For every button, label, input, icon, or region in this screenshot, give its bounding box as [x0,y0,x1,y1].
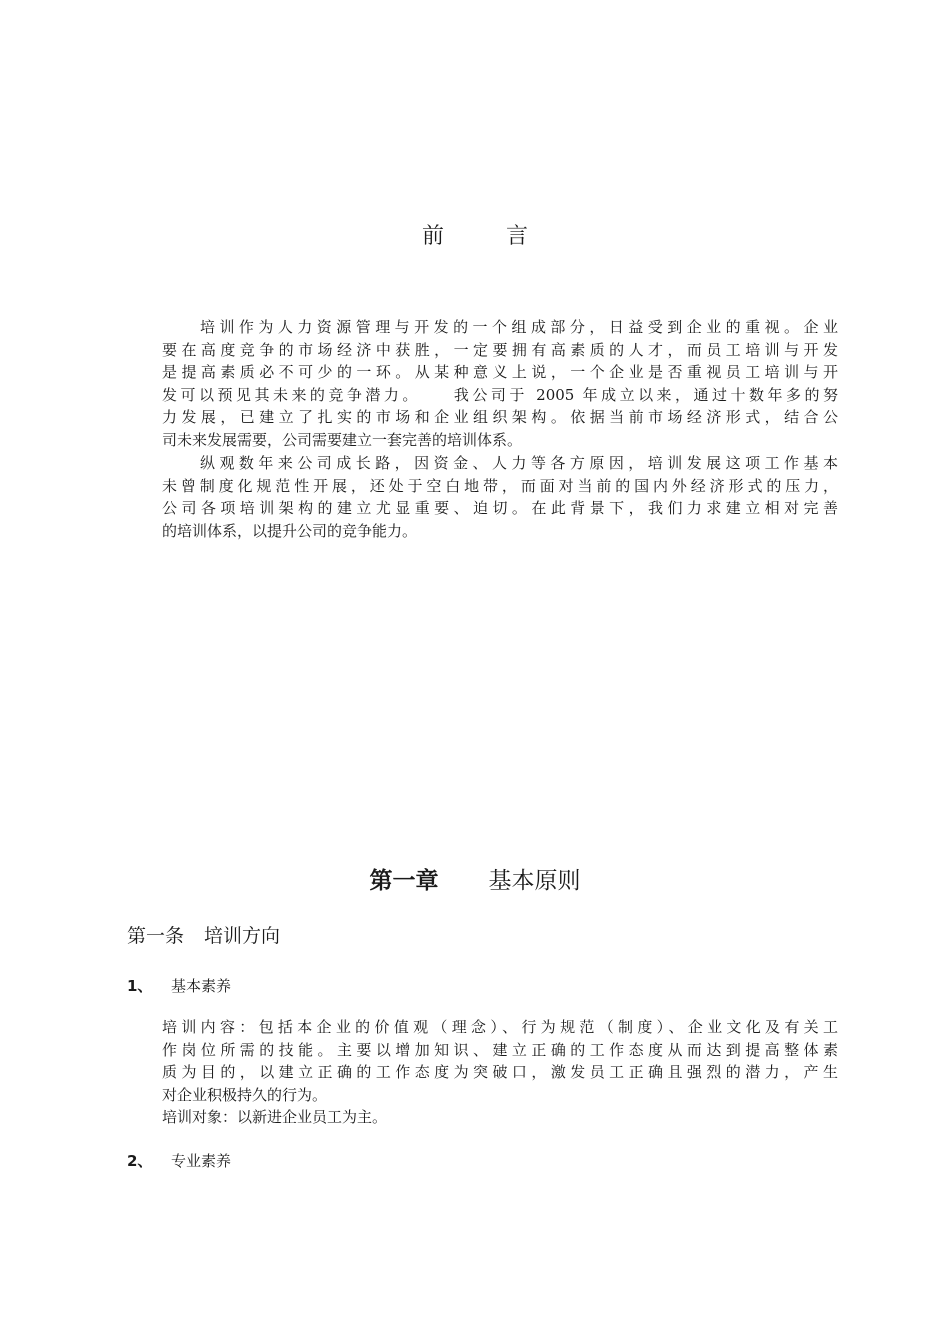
article-heading [127,922,280,950]
paragraph-line: 纵观数年来公司成长路，因资金、人力等各方原因，培训发展这项工作基本 [200,454,838,472]
item-title: 基本素养 [171,977,232,995]
paragraph-line: 发可以预见其未来的竞争潜力。 我公司于 2005 年成立以来，通过十数年多的努 [162,385,838,404]
paragraph-line: 质为目的，以建立正确的工作态度为突破口，激发员工正确且强烈的潜力，产生 [162,1063,838,1082]
article-number: 第一条 [127,925,185,947]
paragraph-line: 对企业积极持久的行为。 [162,1085,328,1104]
paragraph-line: 培训内容：包括本企业的价值观（理念）、行为规范（制度）、企业文化及有关工 [162,1018,838,1036]
chapter-title: 基本原则 [488,868,581,894]
chapter-number: 第一章 [369,868,439,894]
item-title: 专业素养 [171,1152,232,1170]
item-index: 1、 [127,977,153,995]
paragraph-line: 作岗位所需的技能。主要以增加知识、建立正确的工作态度从而达到提高整体素 [162,1040,838,1059]
preface-paragraph-1 [162,316,838,452]
item-content [162,1016,838,1129]
list-item-heading [127,1150,231,1172]
paragraph-line: 力发展，已建立了扎实的市场和企业组织架构。依据当前市场经济形式，结合公 [162,408,838,427]
paragraph-line: 培训作为人力资源管理与开发的一个组成部分，日益受到企业的重视。企业 [200,318,838,336]
paragraph-line: 公司各项培训架构的建立尤显重要、迫切。在此背景下，我们力求建立相对完善 [162,499,838,518]
paragraph-line: 未曾制度化规范性开展，还处于空白地带，而面对当前的国内外经济形式的压力， [162,476,838,495]
item-index: 2、 [127,1152,153,1170]
article-title: 培训方向 [204,925,281,947]
paragraph-line: 要在高度竞争的市场经济中获胜，一定要拥有高素质的人才，而员工培训与开发 [162,340,838,359]
preface-paragraph-2 [162,452,838,542]
preface-title-char-2: 言 [506,224,529,249]
preface-title [0,222,950,252]
paragraph-line: 是提高素质必不可少的一环。从某种意义上说，一个企业是否重视员工培训与开 [162,363,838,382]
chapter-heading [0,866,950,896]
paragraph-line: 培训对象：以新进企业员工为主。 [162,1108,388,1127]
preface-title-char-1: 前 [421,224,444,249]
paragraph-line: 的培训体系，以提升公司的竞争能力。 [162,521,418,540]
paragraph-line: 司未来发展需要，公司需要建立一套完善的培训体系。 [162,430,523,449]
list-item-heading [127,975,231,997]
